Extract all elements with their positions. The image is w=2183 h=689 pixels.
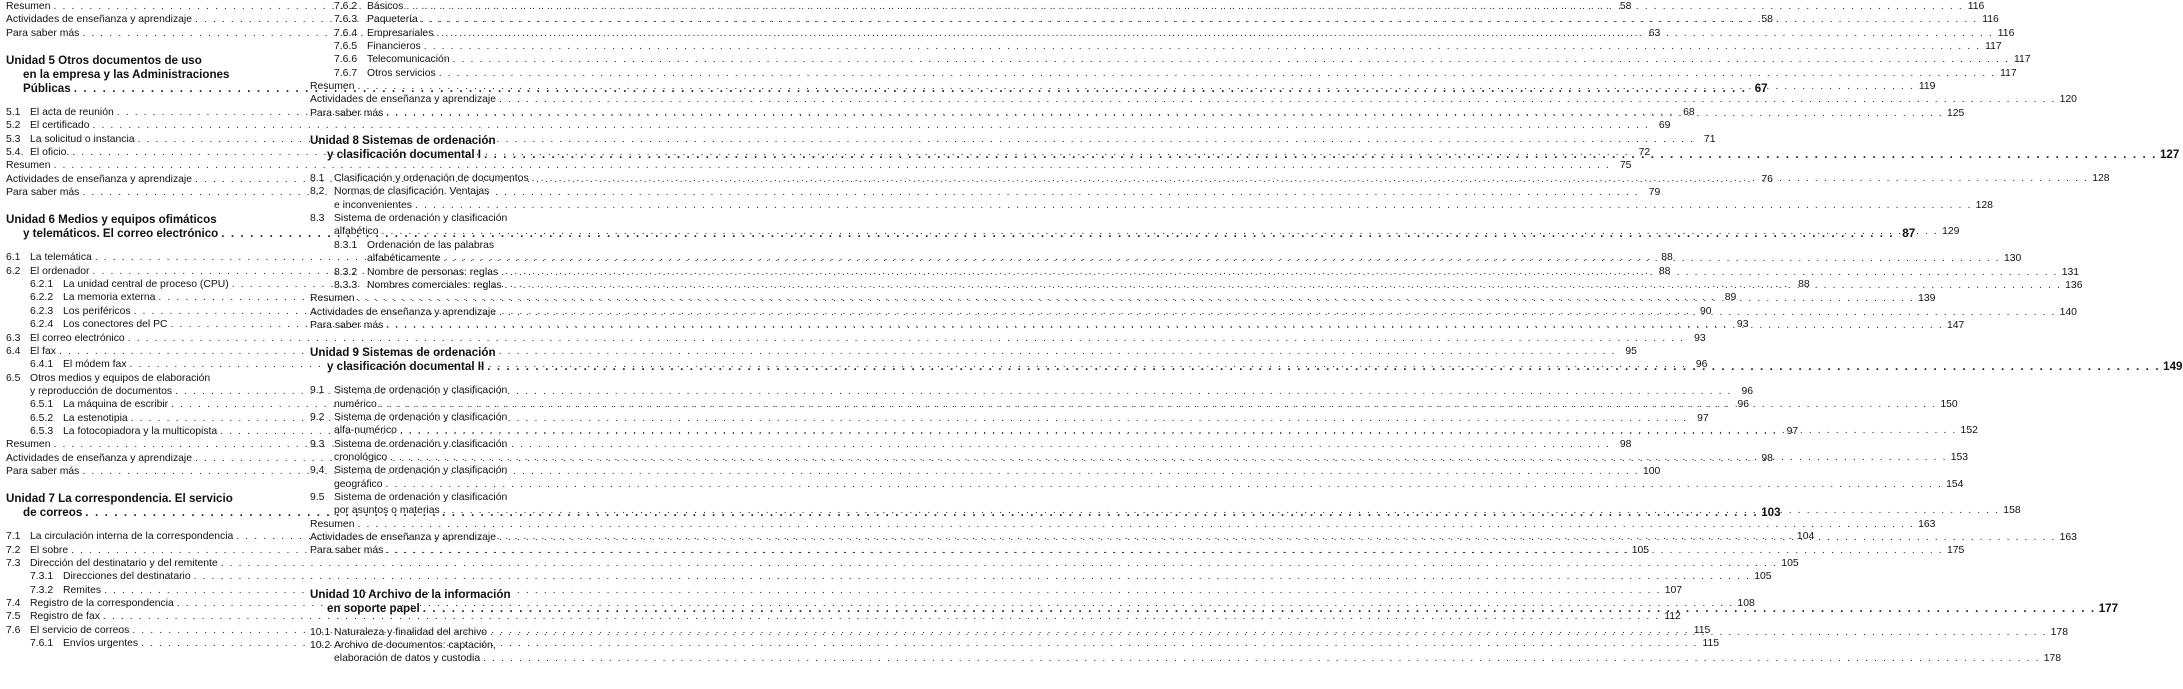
page-number: 120: [2059, 94, 2077, 106]
spacer: [310, 120, 592, 134]
entry-title: numérico: [334, 398, 377, 410]
page-number: 75: [1619, 160, 1632, 172]
dot-leader: [415, 199, 1972, 212]
entry-title: El ordenador: [30, 265, 90, 277]
page-number: 153: [1950, 451, 1969, 463]
entry-title: Unidad 10 Archivo de la información: [310, 587, 511, 601]
section-number: 9.1: [310, 385, 325, 397]
entry-title: Sistema de ordenación y clasificación: [334, 385, 508, 397]
section-number: 8.2: [310, 186, 325, 198]
spacer: [310, 374, 592, 384]
section-number: 6.3: [6, 332, 21, 344]
toc-section: [6, 610, 1681, 623]
section-number: 7.2: [6, 544, 21, 556]
entry-title: La unidad central de proceso (CPU): [63, 279, 229, 291]
toc-subsection: [310, 40, 2002, 53]
toc-subsection: [6, 570, 1772, 583]
spacer: [310, 558, 592, 588]
toc-entry: [6, 159, 1632, 172]
entry-title: geográfico: [334, 478, 383, 490]
section-number: 9.2: [310, 411, 325, 423]
page-number: 127: [2159, 148, 2180, 162]
section-number: 7.6.3: [334, 14, 358, 26]
page-number: 152: [1960, 425, 1978, 437]
entry-title: elaboración de datos y custodia: [334, 653, 481, 665]
entry-title: Paquetería: [367, 14, 418, 26]
section-number: 9.4: [310, 465, 325, 477]
page-number: 116: [1982, 14, 1999, 26]
unit-heading: [310, 134, 592, 148]
entry-title: Unidad 5 Otros documentos de uso: [6, 54, 202, 68]
section-number: 8.1: [310, 173, 325, 185]
dot-leader: [443, 504, 2000, 517]
entry-title: alfabético: [334, 226, 379, 238]
page-number: 139: [1918, 293, 1936, 305]
page-number: 87: [1902, 227, 1916, 241]
section-number: 8.3.1: [334, 239, 358, 251]
toc-section: [310, 491, 592, 504]
page-number: 67: [1754, 82, 1768, 96]
spacer: [6, 520, 292, 530]
dot-leader: [381, 225, 1938, 238]
dot-leader: [400, 424, 1957, 437]
entry-title: La fotocopiadora y la multicopista: [63, 425, 218, 437]
entry-title: Unidad 9 Sistemas de ordenación: [310, 346, 496, 360]
section-number: 6.4: [6, 345, 21, 357]
page-number: 76: [1761, 173, 1773, 185]
entry-title: Actividades de enseñanza y aprendizaje: [310, 532, 497, 543]
entry-title: de correos: [23, 506, 83, 520]
page-number: 58: [1619, 1, 1632, 12]
dot-leader: [436, 27, 1993, 40]
page-number: 98: [1619, 439, 1632, 451]
section-number: 7.1: [6, 531, 21, 543]
entry-title: Registro de fax: [30, 611, 100, 623]
dot-leader: [421, 13, 1978, 26]
entry-title: El acta de reunión: [30, 107, 114, 119]
page-number: 58: [1761, 14, 1773, 26]
entry-title: La solicitud o instancia: [30, 133, 135, 145]
entry-title: Para saber más: [310, 545, 384, 557]
entry-title: Archivo de documentos: captación,: [334, 640, 496, 652]
dot-leader: [505, 279, 2062, 292]
section-number: 9.5: [310, 491, 325, 503]
entry-title: en soporte papel: [327, 601, 420, 615]
section-number: 6.4.1: [30, 359, 54, 371]
page-number: 105: [1631, 544, 1650, 556]
spacer: [6, 241, 292, 251]
section-number: 6.2.1: [30, 279, 54, 291]
dot-leader: [380, 398, 1937, 411]
entry-title: Normas de clasificación. Ventajas: [334, 186, 490, 198]
entry-title: Resumen: [310, 293, 355, 305]
toc-entry-cont: [310, 199, 1993, 212]
entry-title: Envíos urgentes: [63, 638, 139, 650]
page-number: 128: [1975, 199, 1993, 211]
dot-leader: [439, 67, 1996, 80]
entry-title: Resumen: [6, 439, 51, 451]
page-number: 129: [1942, 226, 1960, 238]
entry-title: y reproducción de documentos: [30, 385, 173, 397]
unit-heading: [310, 588, 592, 602]
section-number: 5.3: [6, 133, 21, 145]
section-number: 6.1: [6, 252, 21, 264]
toc-section: [310, 464, 592, 477]
entry-title: Para saber más: [6, 27, 80, 39]
section-number: 6.5.2: [30, 412, 54, 424]
section-number: 10.1: [310, 626, 331, 638]
unit-heading: [6, 213, 292, 227]
entry-title: Unidad 7 La correspondencia. El servicio: [6, 492, 233, 506]
section-number: 9.3: [310, 438, 325, 450]
section-number: 7.6.6: [334, 54, 358, 66]
entry-title: Dirección del destinatario y del remitente: [30, 557, 218, 569]
dot-leader: [386, 544, 1943, 557]
page-number: 128: [2092, 173, 2110, 185]
entry-title: y clasificación documental I: [327, 148, 481, 162]
entry-title: El fax: [30, 345, 56, 357]
page-number: 117: [1985, 41, 2002, 53]
page-number: 117: [2000, 67, 2017, 79]
section-number: 5.2: [6, 120, 21, 132]
page-number: 103: [1761, 506, 1781, 520]
page-number: 163: [1918, 518, 1936, 530]
entry-title: Sistema de ordenación y clasificación: [334, 465, 508, 477]
page-number: 96: [1737, 399, 1750, 411]
entry-title: Financieros: [367, 41, 421, 53]
dot-leader: [443, 252, 2000, 265]
spacer: [6, 478, 292, 492]
toc-section: [310, 411, 592, 424]
entry-title: Telecomunicación: [367, 54, 450, 66]
dot-leader: [357, 518, 1914, 531]
section-number: 5.4.: [6, 147, 24, 159]
entry-title: cronológico: [334, 451, 388, 463]
section-number: 7.3: [6, 557, 21, 569]
dot-leader: [357, 292, 1914, 305]
section-number: 5.1: [6, 107, 21, 119]
page-number: 136: [2065, 279, 2083, 291]
spacer: [310, 616, 592, 626]
toc-entry-cont: [310, 652, 2062, 665]
page-number: 116: [1967, 1, 1985, 12]
dot-leader: [453, 53, 2010, 66]
entry-title: Otros medios y equipos de elaboración: [30, 372, 211, 384]
page-number: 72: [1638, 147, 1651, 159]
section-number: 10.2: [310, 640, 331, 652]
section-number: 7.4: [6, 598, 21, 609]
page-number: 104: [1796, 531, 1815, 543]
section-number: 7.6.4: [334, 27, 358, 39]
entry-title: Los conectores del PC: [63, 319, 168, 331]
page-number: 96: [1695, 359, 1708, 371]
dot-leader: [484, 148, 2157, 162]
page-number: 177: [2098, 601, 2119, 615]
dot-leader: [386, 107, 1943, 120]
entry-title: Resumen: [310, 518, 355, 530]
entry-title: Sistema de ordenación y clasificación: [334, 411, 508, 423]
toc-section: [310, 438, 592, 451]
toc-entry: [310, 93, 2077, 106]
entry-title: Actividades de enseñanza y aprendizaje: [6, 14, 193, 26]
entry-title: Clasificación y ordenación de documentos: [334, 173, 529, 185]
dot-leader: [499, 306, 2056, 319]
entry-title: y telemáticos. El correo electrónico: [23, 227, 219, 241]
page-number: 100: [1642, 465, 1661, 477]
page-number: 131: [2061, 266, 2080, 278]
toc-subsection: [310, 239, 592, 252]
dot-leader: [357, 80, 1914, 93]
page-number: 147: [1946, 319, 1965, 331]
page-number: 88: [1798, 279, 1810, 291]
page-number: 93: [1694, 332, 1706, 344]
page-number: 63: [1648, 27, 1661, 39]
spacer: [6, 40, 292, 54]
entry-title: alfabéticamente: [367, 253, 441, 265]
entry-title: Actividades de enseñanza y aprendizaje: [6, 173, 193, 185]
section-number: 8.3.3: [334, 279, 358, 291]
entry-title: por asuntos o materias: [334, 505, 440, 517]
spacer: [6, 199, 292, 213]
page-number: 116: [1997, 27, 2015, 39]
page-number: 97: [1697, 412, 1709, 424]
entry-title: Públicas: [23, 82, 71, 96]
entry-title: Básicos: [367, 1, 404, 12]
section-number: 6.5: [6, 372, 21, 384]
page-number: 90: [1699, 305, 1712, 317]
entry-title: Resumen: [310, 81, 355, 93]
entry-title: Para saber más: [310, 319, 384, 331]
unit-heading: [310, 346, 592, 360]
entry-title: Sistema de ordenación y clasificación: [334, 438, 508, 450]
entry-title: El correo electrónico: [30, 332, 125, 344]
entry-title: La telemática: [30, 252, 92, 264]
entry-title: La estenotipia: [63, 412, 128, 424]
unit-heading: [6, 492, 292, 506]
entry-title: Sistema de ordenación y clasificación: [334, 213, 508, 225]
section-number: 6.2.4: [30, 319, 54, 331]
spacer: [6, 96, 292, 106]
dot-leader: [59, 345, 1616, 358]
page-number: 175: [1946, 545, 1965, 557]
dot-leader: [390, 451, 1947, 464]
entry-title: Para saber más: [6, 187, 80, 199]
section-number: 6.5.1: [30, 399, 54, 411]
entry-title: El certificado: [30, 120, 90, 132]
dot-leader: [487, 360, 2160, 374]
section-number: 7.6.1: [30, 638, 54, 650]
entry-title: Sistema de ordenación y clasificación: [334, 491, 508, 503]
entry-title: Para saber más: [310, 107, 384, 119]
unit-heading-cont: [6, 68, 292, 82]
page-number: 108: [1737, 598, 1755, 609]
entry-title: El módem fax: [63, 359, 127, 371]
toc-section: [310, 639, 592, 652]
page-number: 154: [1946, 478, 1964, 490]
section-number: 7.6.7: [334, 67, 358, 79]
entry-title: La circulación interna de la correspondencia: [30, 531, 234, 543]
entry-title: El oficio.: [30, 147, 70, 159]
entry-title: Resumen: [6, 1, 51, 12]
toc-subsection: [310, 67, 2017, 80]
dot-leader: [499, 93, 2056, 106]
entry-title: Otros servicios: [367, 67, 436, 79]
page-number: 107: [1664, 584, 1683, 596]
entry-title: en la empresa y las Administraciones: [23, 68, 230, 82]
entry-title: Registro de la correspondencia: [30, 598, 174, 609]
section-number: 7.3.1: [30, 571, 54, 583]
page-number: 130: [2003, 253, 2022, 265]
entry-title: Remites: [63, 584, 102, 596]
entry-title: alfa-numérico: [334, 425, 397, 437]
entry-title: Actividades de enseñanza y aprendizaje: [310, 306, 497, 318]
dot-leader: [423, 602, 2096, 616]
dot-leader: [499, 531, 2056, 544]
toc-section: [310, 185, 592, 198]
entry-title: El servicio de correos: [30, 624, 130, 636]
toc-section: [6, 119, 1671, 132]
entry-title: El sobre: [30, 544, 69, 556]
page-number: 150: [1940, 398, 1958, 410]
dot-leader: [483, 652, 2040, 665]
page-number: 69: [1658, 120, 1671, 132]
page-number: 115: [1702, 638, 1720, 650]
dot-leader: [386, 478, 1943, 491]
dot-leader: [490, 626, 2047, 639]
spacer: [310, 162, 592, 172]
page-number: 178: [2050, 626, 2068, 638]
page-number: 79: [1648, 187, 1661, 199]
page-number: 89: [1724, 292, 1737, 304]
dot-leader: [406, 0, 1963, 13]
page-number: 125: [1946, 107, 1965, 119]
toc-section: [310, 384, 592, 397]
page-number: 96: [1741, 385, 1754, 397]
entry-title: e inconvenientes: [334, 199, 412, 211]
section-number: 6.2.3: [30, 305, 54, 317]
page-number: 68: [1683, 107, 1695, 119]
page-number: 88: [1658, 265, 1671, 277]
toc-section: [310, 212, 592, 225]
entry-title: La máquina de escribir: [63, 399, 169, 411]
page-number: 71: [1703, 133, 1716, 145]
page-number: 163: [2059, 532, 2077, 543]
section-number: 6.2.2: [30, 292, 54, 304]
page-number: 98: [1761, 452, 1773, 464]
page-number: 97: [1786, 425, 1799, 437]
dot-leader: [501, 266, 2058, 279]
dot-leader: [424, 40, 1981, 53]
toc-entry-cont: [310, 478, 1964, 491]
spacer: [310, 332, 592, 346]
entry-title: Nombres comerciales: reglas: [367, 279, 502, 291]
entry-title: Nombre de personas: reglas: [367, 266, 499, 278]
toc-section: [6, 332, 1706, 345]
entry-title: Resumen: [6, 160, 51, 172]
unit-heading: [6, 54, 292, 68]
toc-section: [6, 372, 292, 385]
toc-section: [6, 557, 1799, 570]
section-number: 7.6: [6, 624, 21, 636]
section-number: 7.6.5: [334, 41, 358, 53]
dot-leader: [386, 319, 1943, 332]
section-number: 7.3.2: [30, 584, 54, 596]
entry-title: La memoria externa: [63, 292, 156, 304]
page-number: 140: [2059, 306, 2077, 318]
page-number: 115: [1693, 624, 1711, 636]
toc-subsection: [310, 53, 2031, 66]
page-number: 95: [1625, 345, 1637, 357]
entry-title: Los periféricos: [63, 305, 131, 317]
section-number: 7.6.2: [334, 1, 358, 12]
dot-leader: [53, 438, 1610, 451]
page-number: 105: [1754, 571, 1772, 583]
page-number: 105: [1781, 557, 1799, 569]
section-number: 8.3.2: [334, 266, 358, 278]
entry-title: Unidad 6 Medios y equipos ofimáticos: [6, 213, 217, 227]
section-number: 6.5.3: [30, 425, 54, 437]
entry-title: Empresariales: [367, 27, 434, 39]
entry-title: Direcciones del destinatario: [63, 571, 191, 583]
page-number: 88: [1661, 252, 1673, 264]
entry-title: Ordenación de las palabras: [367, 239, 495, 251]
page-number: 112: [1664, 611, 1681, 623]
section-number: 8.3: [310, 213, 325, 225]
entry-title: Actividades de enseñanza y aprendizaje: [6, 452, 193, 464]
section-number: 7.5: [6, 611, 21, 623]
entry-title: Actividades de enseñanza y aprendizaje: [310, 94, 497, 106]
entry-title: y clasificación documental II: [327, 360, 485, 374]
entry-title: Naturaleza y finalidad del archivo: [334, 626, 488, 638]
entry-title: Unidad 8 Sistemas de ordenación: [310, 134, 496, 148]
toc-entry: [310, 518, 1936, 531]
dot-leader: [532, 172, 2089, 185]
page-number: 178: [2043, 653, 2062, 665]
page-number: 93: [1736, 319, 1749, 331]
page-number: 117: [2013, 54, 2031, 66]
page-number: 119: [1918, 81, 1936, 93]
page-number: 149: [2163, 360, 2183, 374]
section-number: 6.2: [6, 265, 21, 277]
entry-title: Para saber más: [6, 465, 80, 477]
page-number: 158: [2003, 505, 2021, 517]
